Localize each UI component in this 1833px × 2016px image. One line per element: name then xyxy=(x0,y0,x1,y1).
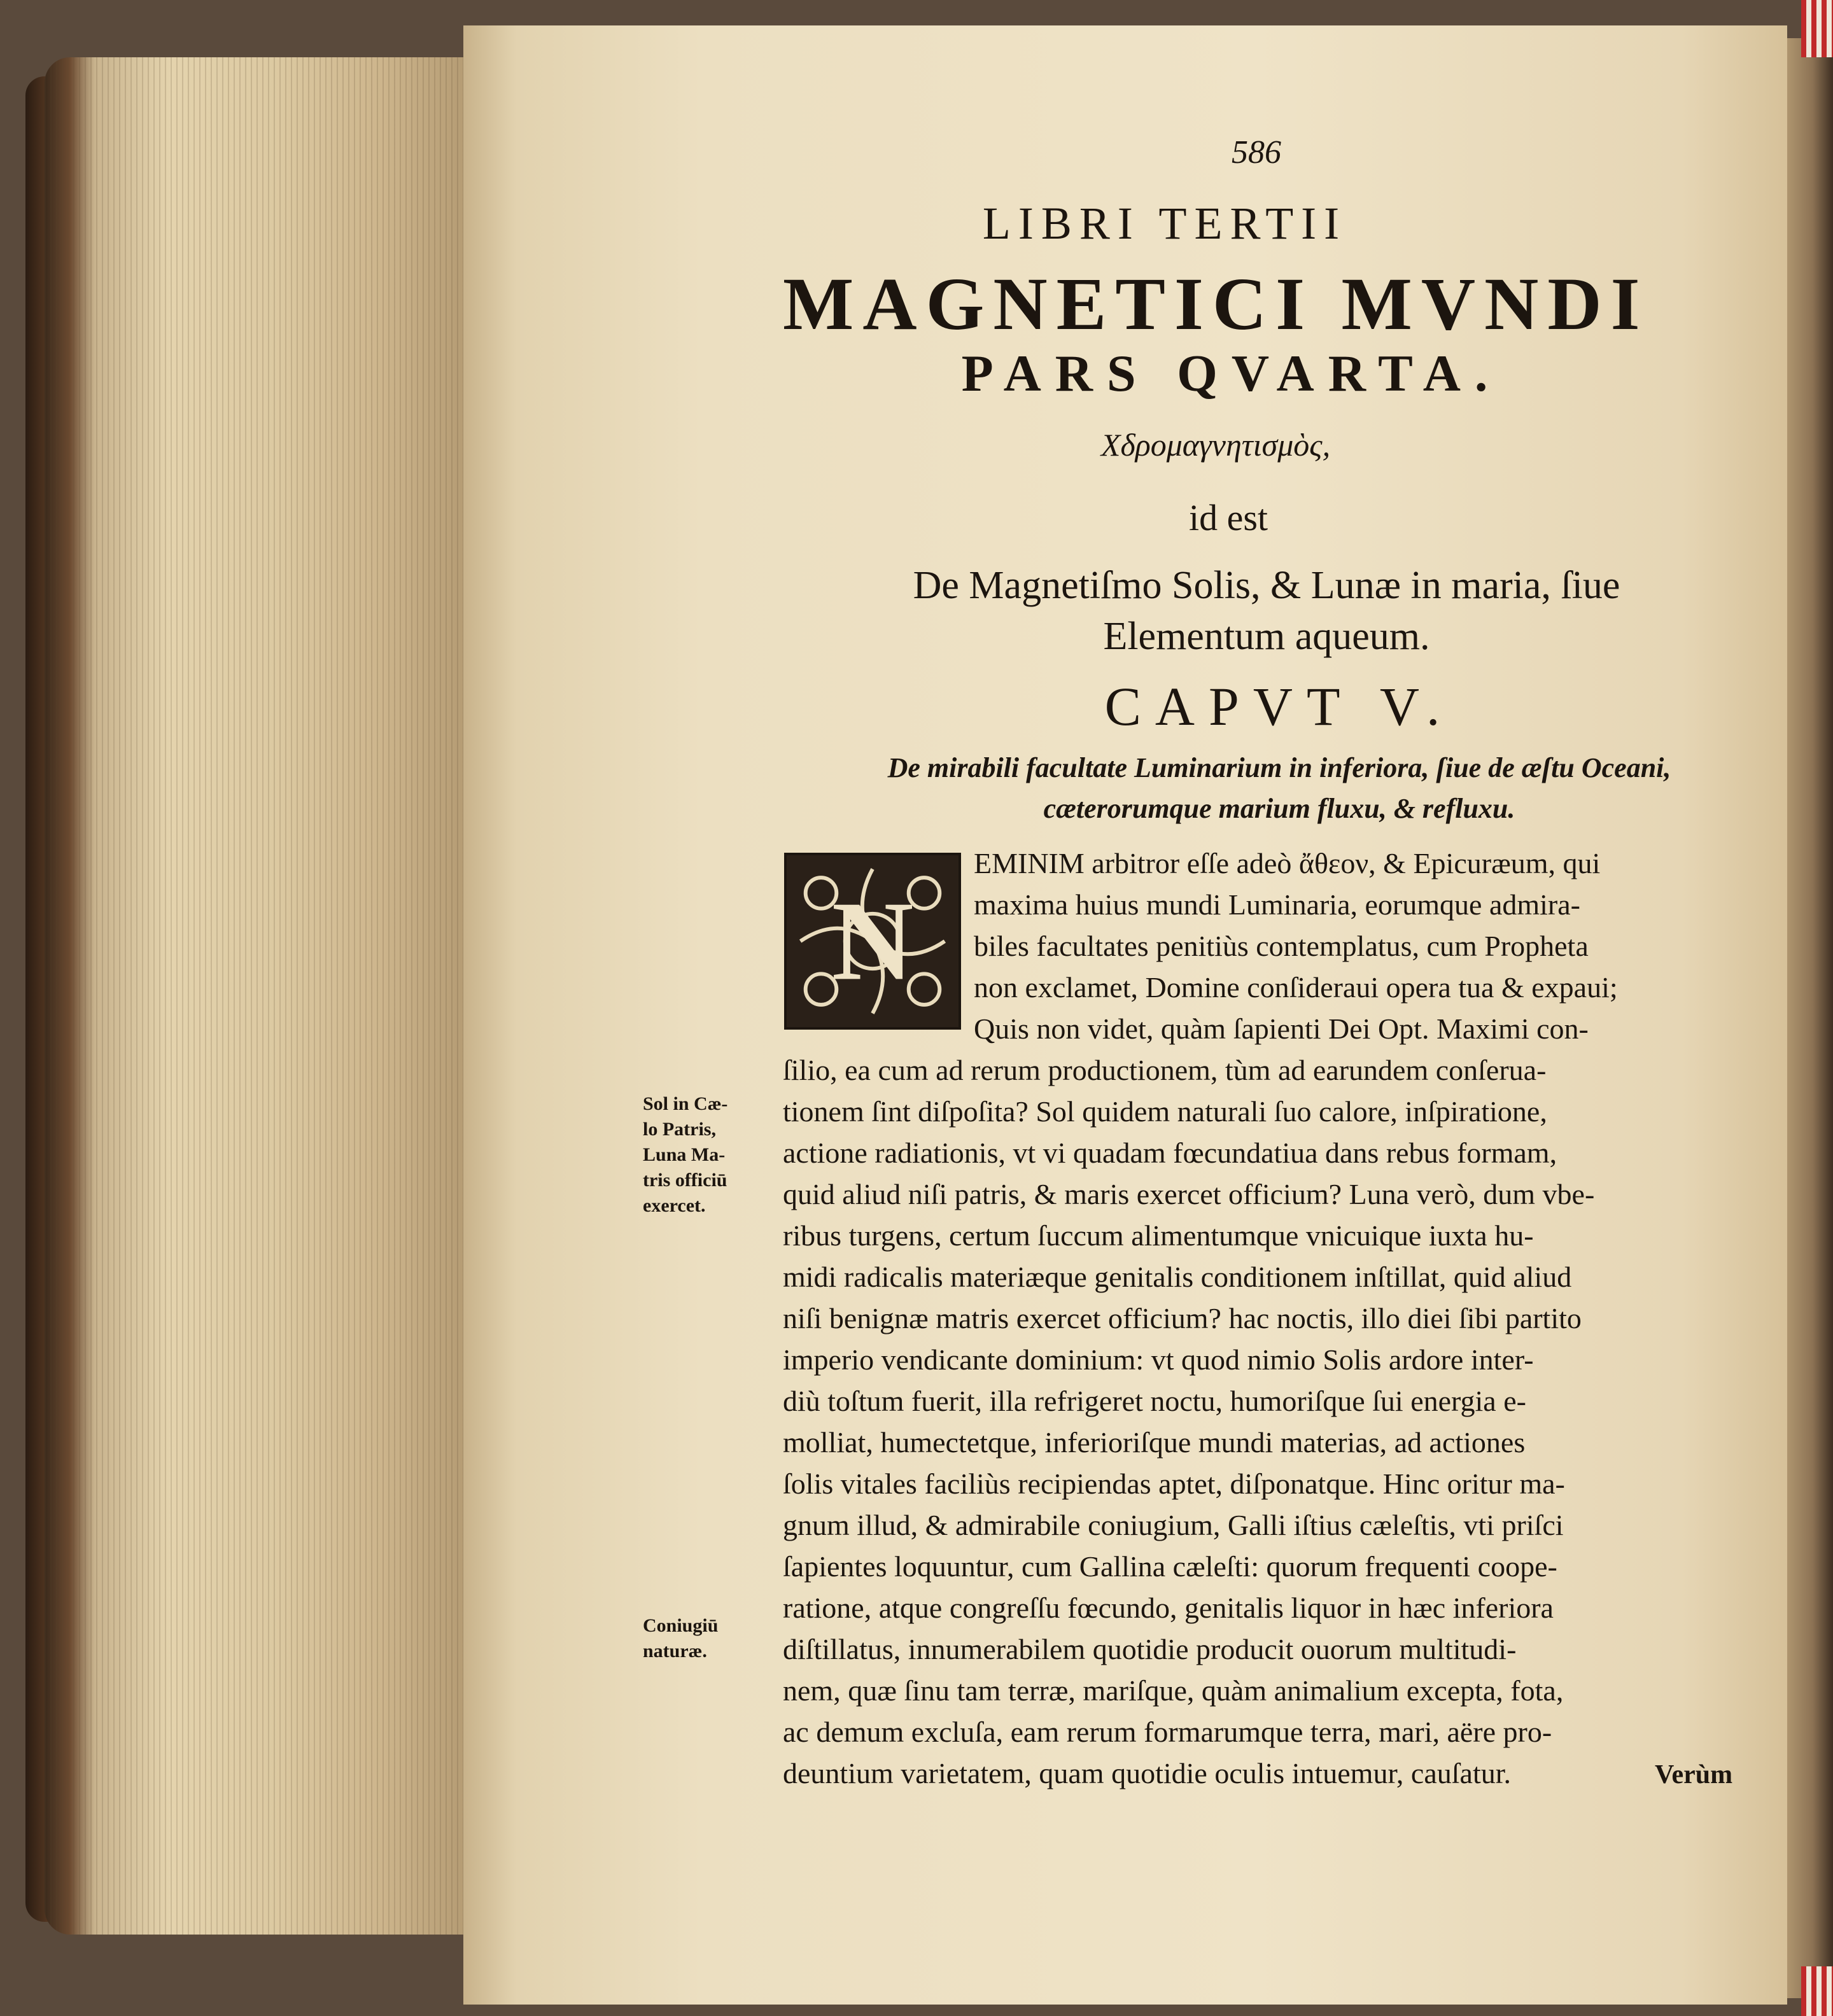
margin-line: Sol in Cæ- xyxy=(643,1093,728,1114)
text-line: Quis non videt, quàm ſapienti Dei Opt. Maximi con- xyxy=(974,1012,1589,1045)
margin-line: Luna Ma- xyxy=(643,1144,726,1165)
text-line: EMINIM arbitror eſſe adeò ἄθεον, & Epicuræum, qui xyxy=(974,847,1601,879)
text-line: ac demum excluſa, eam rerum formarumque terra, mari, aëre pro- xyxy=(783,1716,1552,1748)
bookmark-ribbon-bottom xyxy=(1801,1966,1833,2016)
argument-line-1: De mirabili facultate Luminarium in inferiora, ſiue de æſtu Oceani, xyxy=(887,752,1671,783)
text-line: non exclamet, Domine conſideraui opera tua & expaui; xyxy=(974,971,1618,1004)
decorated-initial xyxy=(784,853,961,1030)
margin-note-coniugium xyxy=(643,1613,770,1664)
margin-line: Coniugiū xyxy=(643,1615,719,1636)
margin-line: tris officiū xyxy=(643,1170,727,1191)
text-line: niſi benignæ matris exercet officium? hac noctis, illo diei ſibi partito xyxy=(783,1302,1582,1334)
initial-n-ornament xyxy=(787,855,959,1027)
text-line: ratione, atque congreſſu fœcundo, genitalis liquor in hæc inferiora xyxy=(783,1592,1554,1624)
text-line: nem, quæ ſinu tam terræ, mariſque, quàm animalium excepta, fota, xyxy=(783,1674,1564,1707)
text-line: imperio vendicante dominium: vt quod nimio Solis ardore inter- xyxy=(783,1343,1534,1376)
argument-line-2: cæterorumque marium fluxu, & refluxu. xyxy=(1043,793,1515,824)
text-line: ſapientes loquuntur, cum Gallina cæleſti: quorum frequenti coope- xyxy=(783,1550,1557,1583)
margin-line: naturæ. xyxy=(643,1641,707,1662)
text-line: actione radiationis, vt vi quadam fœcundatiua dans rebus formam, xyxy=(783,1137,1557,1169)
text-line: diſtillatus, innumerabilem quotidie producit ouorum multitudi- xyxy=(783,1633,1517,1665)
subtitle-line-2: Elementum aqueum. xyxy=(1103,615,1430,658)
margin-note-sol-luna xyxy=(643,1091,770,1219)
heading-libri-tertii: LIBRI TERTII xyxy=(982,198,1347,249)
text-line: molliat, humectetque, inferioriſque mundi materias, ad actiones xyxy=(783,1426,1526,1459)
text-line: tionem ſint diſpoſita? Sol quidem naturali ſuo calore, inſpiratione, xyxy=(783,1095,1547,1128)
text-line: ſolis vitales faciliùs recipiendas aptet, diſponatque. Hinc oritur ma- xyxy=(783,1467,1565,1500)
subtitle-line-1: De Magnetiſmo Solis, & Lunæ in maria, ſiue xyxy=(913,564,1620,607)
page-number: 586 xyxy=(1232,134,1281,171)
bookmark-ribbon-top xyxy=(1801,0,1833,57)
chapter-argument xyxy=(827,748,1731,829)
text-line: quid aliud niſi patris, & maris exercet officium? Luna verò, dum vbe- xyxy=(783,1178,1595,1210)
text-line: ribus turgens, certum ſuccum alimentumque vnicuique iuxta hu- xyxy=(783,1219,1534,1252)
text-line: maxima huius mundi Luminaria, eorumque admira- xyxy=(974,888,1580,921)
heading-magnetici-mundi: MAGNETICI MVNDI xyxy=(783,262,1649,346)
text-line: biles facultates penitiùs contemplatus, cum Propheta xyxy=(974,930,1589,962)
margin-line: lo Patris, xyxy=(643,1119,716,1140)
initial-letter: N xyxy=(831,878,914,1004)
heading-pars-quarta: PARS QVARTA. xyxy=(961,344,1502,402)
id-est: id est xyxy=(1188,497,1268,538)
section-subtitle xyxy=(846,560,1687,662)
text-line: ſilio, ea cum ad rerum productionem, tùm ad earundem conſerua- xyxy=(783,1054,1547,1086)
text-line: gnum illud, & admirabile coniugium, Galli iſtius cæleſtis, vti priſci xyxy=(783,1509,1564,1541)
page-block-edge xyxy=(45,57,465,1935)
right-page-edge xyxy=(1782,38,1833,1998)
text-line: diù toſtum fuerit, illa refrigeret noctu, humoriſque ſui energia e- xyxy=(783,1385,1526,1417)
margin-line: exercet. xyxy=(643,1195,706,1216)
text-line: deuntium varietatem, quam quotidie oculis intuemur, cauſatur. xyxy=(783,1757,1512,1789)
chapter-heading: CAPVT V. xyxy=(1104,676,1454,737)
greek-term: Χδρομαγνητισμὸς, xyxy=(1100,427,1331,463)
text-line: midi radicalis materiæque genitalis conditionem inſtillat, quid aliud xyxy=(783,1261,1572,1293)
catchword: Verùm xyxy=(1655,1760,1733,1789)
